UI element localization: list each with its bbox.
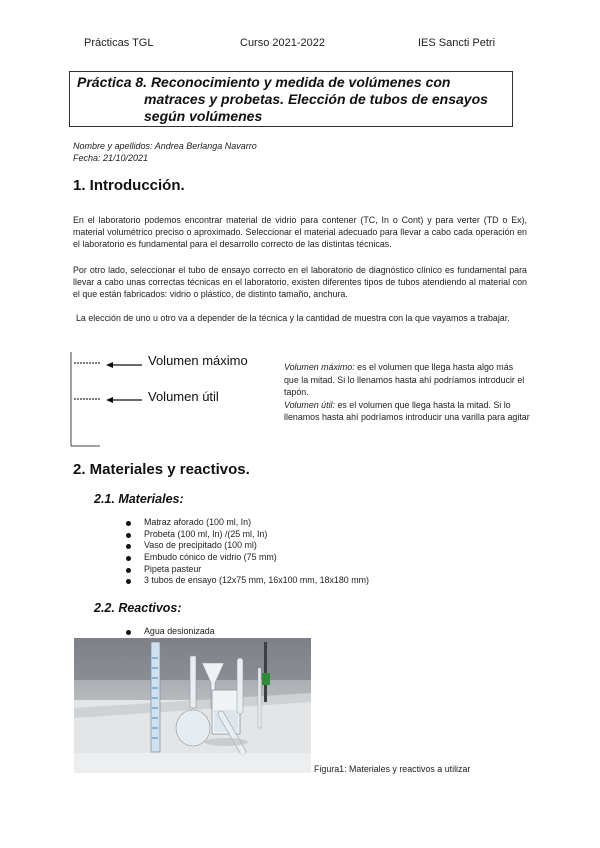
term-volumen-maximo: Volumen máximo: (284, 362, 355, 372)
title-line-3: según volúmenes (144, 108, 263, 124)
section-1-heading: 1. Introducción. (73, 177, 185, 194)
term-volumen-util: Volumen útil: (284, 399, 335, 410)
practice-date: Fecha: 21/10/2021 (73, 153, 149, 163)
intro-paragraph-3: La elección de uno u otro va a depender de la técnica y la cantidad de muestra con la que vayamos a trabajar. (76, 313, 510, 323)
label-volumen-util: Volumen útil (148, 389, 219, 404)
subsection-reactivos: 2.2. Reactivos: (94, 601, 182, 615)
title-line-1: Práctica 8. Reconocimiento y medida de volúmenes con (77, 74, 451, 90)
intro-paragraph-1: En el laboratorio podemos encontrar material de vidrio para contener (TC, In o Cont) y para verter (TD o Ex), material volumétrico preciso o aproximado. Seleccionar el material adecuado para llevar a cabo cada operación en el laboratorio es fundamental para el desarrollo correcto de las distintas técnicas. (73, 215, 527, 249)
list-item: 3 tubos de ensayo (12x75 mm, 16x100 mm, 18x180 mm) (126, 575, 369, 587)
list-item: Pipeta pasteur (126, 564, 369, 576)
intro-paragraph-2: Por otro lado, seleccionar el tubo de ensayo correcto en el laboratorio de diagnóstico clínico es fundamental para llevar a cabo unas correctas técnicas en el laboratorio, existen diferentes tipos de tubos atendiendo al material con el que están fabricados: vidrio o plástico, de distinto tamaño, anchura. (73, 265, 527, 299)
section-2-heading: 2. Materiales y reactivos. (73, 461, 250, 478)
student-name: Nombre y apellidos: Andrea Berlanga Navarro (73, 141, 257, 151)
header-course-name: Prácticas TGL (84, 37, 154, 49)
list-item: Agua desionizada (126, 626, 215, 638)
subsection-materiales: 2.1. Materiales: (94, 492, 184, 506)
title-box (69, 71, 513, 127)
desc-volumen-util: es el volumen que llega hasta la mitad. Si lo llenamos hasta ahí podríamos introducir una varilla para agitar (284, 399, 530, 422)
figure-caption: Figura1: Materiales y reactivos a utilizar (314, 764, 471, 774)
desc-volumen-maximo: es el volumen que llega hasta algo más que la mitad. Si lo llenamos hasta ahí podríamos introducir el tapón. (284, 362, 525, 397)
list-item: Matraz aforado (100 ml, In) (126, 517, 369, 529)
header-academic-year: Curso 2021-2022 (240, 37, 326, 49)
list-item: Vaso de precipitado (100 ml) (126, 540, 369, 552)
title-line-2: matraces y probetas. Elección de tubos de ensayos (144, 91, 488, 107)
lab-materials-photo (74, 638, 311, 773)
volume-definitions (284, 361, 530, 424)
list-item: Probeta (100 ml, In) /(25 ml, In) (126, 529, 369, 541)
reactivos-list (126, 626, 215, 638)
list-item: Embudo cónico de vidrio (75 mm) (126, 552, 369, 564)
header-school-name: IES Sancti Petri (418, 37, 496, 49)
tube-volume-diagram (66, 350, 156, 452)
label-volumen-maximo: Volumen máximo (148, 353, 248, 368)
materials-list (126, 517, 369, 587)
